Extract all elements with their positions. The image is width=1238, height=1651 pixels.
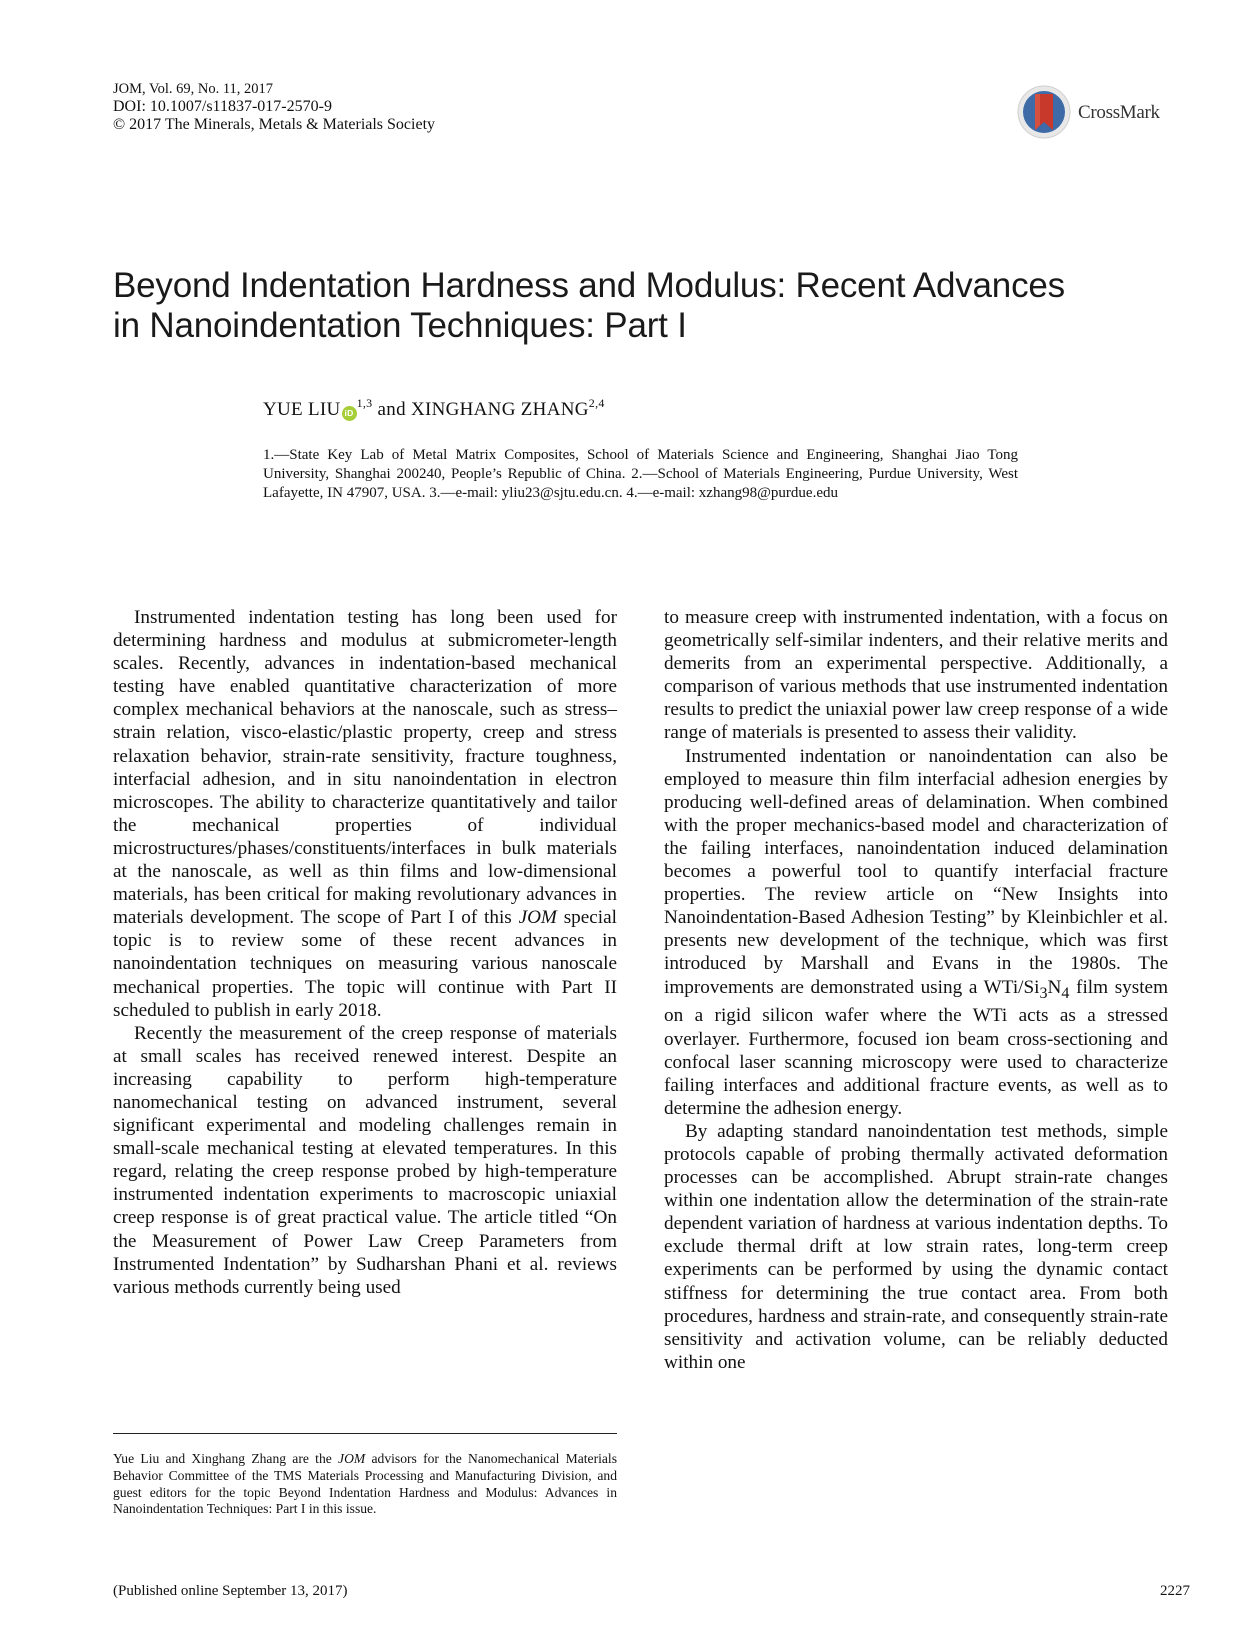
footnote-divider: [113, 1433, 617, 1434]
crossmark-bookmark-icon: [1016, 84, 1072, 140]
body-column-left: [113, 606, 617, 1299]
journal-name: JOM: [518, 907, 557, 929]
paragraph: Recently the measurement of the creep response of materials at small scales has received renewed interest. Despite an increasing capability to perform high-temperature nanomechanical testing on advanced instrument, several significant experimental and modeling challenges remain in small-scale mechanical testing at elevated temperatures. In this regard, relating the creep response probed by high-temperature instrumented indentation experiments to macroscopic uniaxial creep response is of great practical value. The article titled “On the Measurement of Power Law Creep Parameters from Instrumented Indentation” by Sudharshan Phani et al. reviews various methods currently being used: [113, 1022, 617, 1298]
footnote-text: Yue Liu and Xinghang Zhang are the: [113, 1451, 339, 1466]
paragraph: [113, 606, 617, 1022]
author-1-name: YUE LIU: [263, 399, 341, 420]
crossmark-label: CrossMark: [1078, 102, 1160, 123]
page-number: 2227: [1160, 1583, 1190, 1599]
affiliations: 1.—State Key Lab of Metal Matrix Composites, School of Materials Science and Engineering, Shanghai Jiao Tong University, Shanghai 200240, People’s Republic of China. 2.—School of Materials Engineering, Purdue University, West Lafayette, IN 47907, USA. 3.—e-mail: yliu23@sjtu.edu.cn. 4.—e-mail: xzhang98@purdue.edu: [263, 447, 1018, 501]
paragraph-text: special topic is to review some of these recent advances in nanoindentation techniques on measuring various nanoscale mechanical properties. The topic will continue with Part II scheduled to publish in early 2018.: [113, 907, 617, 1021]
author-2-name: XINGHANG ZHANG: [410, 399, 589, 420]
article-metadata: [113, 80, 435, 134]
copyright: © 2017 The Minerals, Metals & Materials Society: [113, 116, 436, 133]
doi: DOI: 10.1007/s11837-017-2570-9: [113, 98, 332, 115]
paragraph-text: film system on a rigid silicon wafer where the WTi acts as a stressed overlayer. Furthermore, focused ion beam cross-sectioning and confocal laser scanning microscopy were used to characterize failing interfaces and additional fracture events, as well as to determine the adhesion energy.: [664, 976, 1168, 1119]
author-2-affiliation-marks: 2,4: [588, 396, 605, 410]
paragraph-continued: to measure creep with instrumented indentation, with a focus on geometrically self-similar indenters, and their relative merits and demerits from an experimental perspective. Additionally, a comparison of various methods that use instrumented indentation results to predict the uniaxial power law creep response of a wide range of materials is presented to assess their validity.: [664, 607, 1168, 744]
body-column-right: [664, 606, 1168, 1374]
orcid-icon[interactable]: iD: [342, 406, 357, 421]
author-conjunction: and: [377, 399, 406, 420]
paragraph-text: Instrumented indentation testing has long been used for determining hardness and modulus at submicrometer-length scales. Recently, advances in indentation-based mechanical testing have enabled quantitative characterization of more complex mechanical behaviors at the nanoscale, such as stress–strain relation, visco-elastic/plastic property, creep and stress relaxation behavior, strain-rate sensitivity, fracture toughness, interfacial adhesion, and in situ nanoindentation in electron microscopes. The ability to characterize quantitatively and tailor the mechanical properties of individual microstructures/phases/constituents/interfaces in bulk materials at the nanoscale, as well as thin films and low-dimensional materials, has been critical for making revolutionary advances in materials development. The scope of Part I of this: [113, 607, 617, 929]
formula-subscript: 4: [1061, 984, 1070, 1002]
paragraph: [664, 745, 1168, 1120]
footnote-text: advisors for the Nanomechanical Materials Behavior Committee of the TMS Materials Processing and Manufacturing Division, and guest editors for the topic Beyond Indentation Hardness and Modulus: Advances in Nanoindentation Techniques: Part I in this issue.: [113, 1451, 617, 1517]
paragraph: By adapting standard nanoindentation test methods, simple protocols capable of probing thermally activated deformation processes can be accomplished. Abrupt strain-rate changes within one indentation allow the determination of the strain-rate dependent variation of hardness at various indentation depths. To exclude thermal drift at low strain rates, long-term creep experiments can be performed by using the dynamic contact stiffness for determining the true contact area. From both procedures, hardness and strain-rate, and consequently strain-rate sensitivity and activation volume, can be reliably deducted within one: [664, 1120, 1168, 1373]
formula-subscript: 3: [1039, 984, 1048, 1002]
author-1-affiliation-marks: 1,3: [356, 396, 373, 410]
publication-date: (Published online September 13, 2017): [113, 1583, 348, 1599]
formula-text: N: [1047, 976, 1062, 998]
author-list: [263, 396, 605, 421]
title-line-2: in Nanoindentation Techniques: Part I: [113, 306, 687, 345]
article-title: [113, 266, 1193, 346]
crossmark-badge[interactable]: [1016, 84, 1186, 144]
journal-citation: JOM, Vol. 69, No. 11, 2017: [113, 81, 274, 97]
footnote: [113, 1451, 617, 1518]
paragraph-text: Instrumented indentation or nanoindentation can also be employed to measure thin film interfacial adhesion energies by producing well-defined areas of delamination. When combined with the proper mechanics-based model and characterization of the failing interfaces, nanoindentation induced delamination becomes a powerful tool to quantify interfacial fracture properties. The review article on “New Insights into Nanoindentation-Based Adhesion Testing” by Kleinbichler et al. presents new development of the technique, which was first introduced by Marshall and Evans in the 1980s. The improvements are demonstrated using a WTi/Si: [664, 745, 1168, 998]
journal-name: JOM: [338, 1451, 366, 1466]
title-line-1: Beyond Indentation Hardness and Modulus: Recent Advances: [113, 266, 1065, 305]
